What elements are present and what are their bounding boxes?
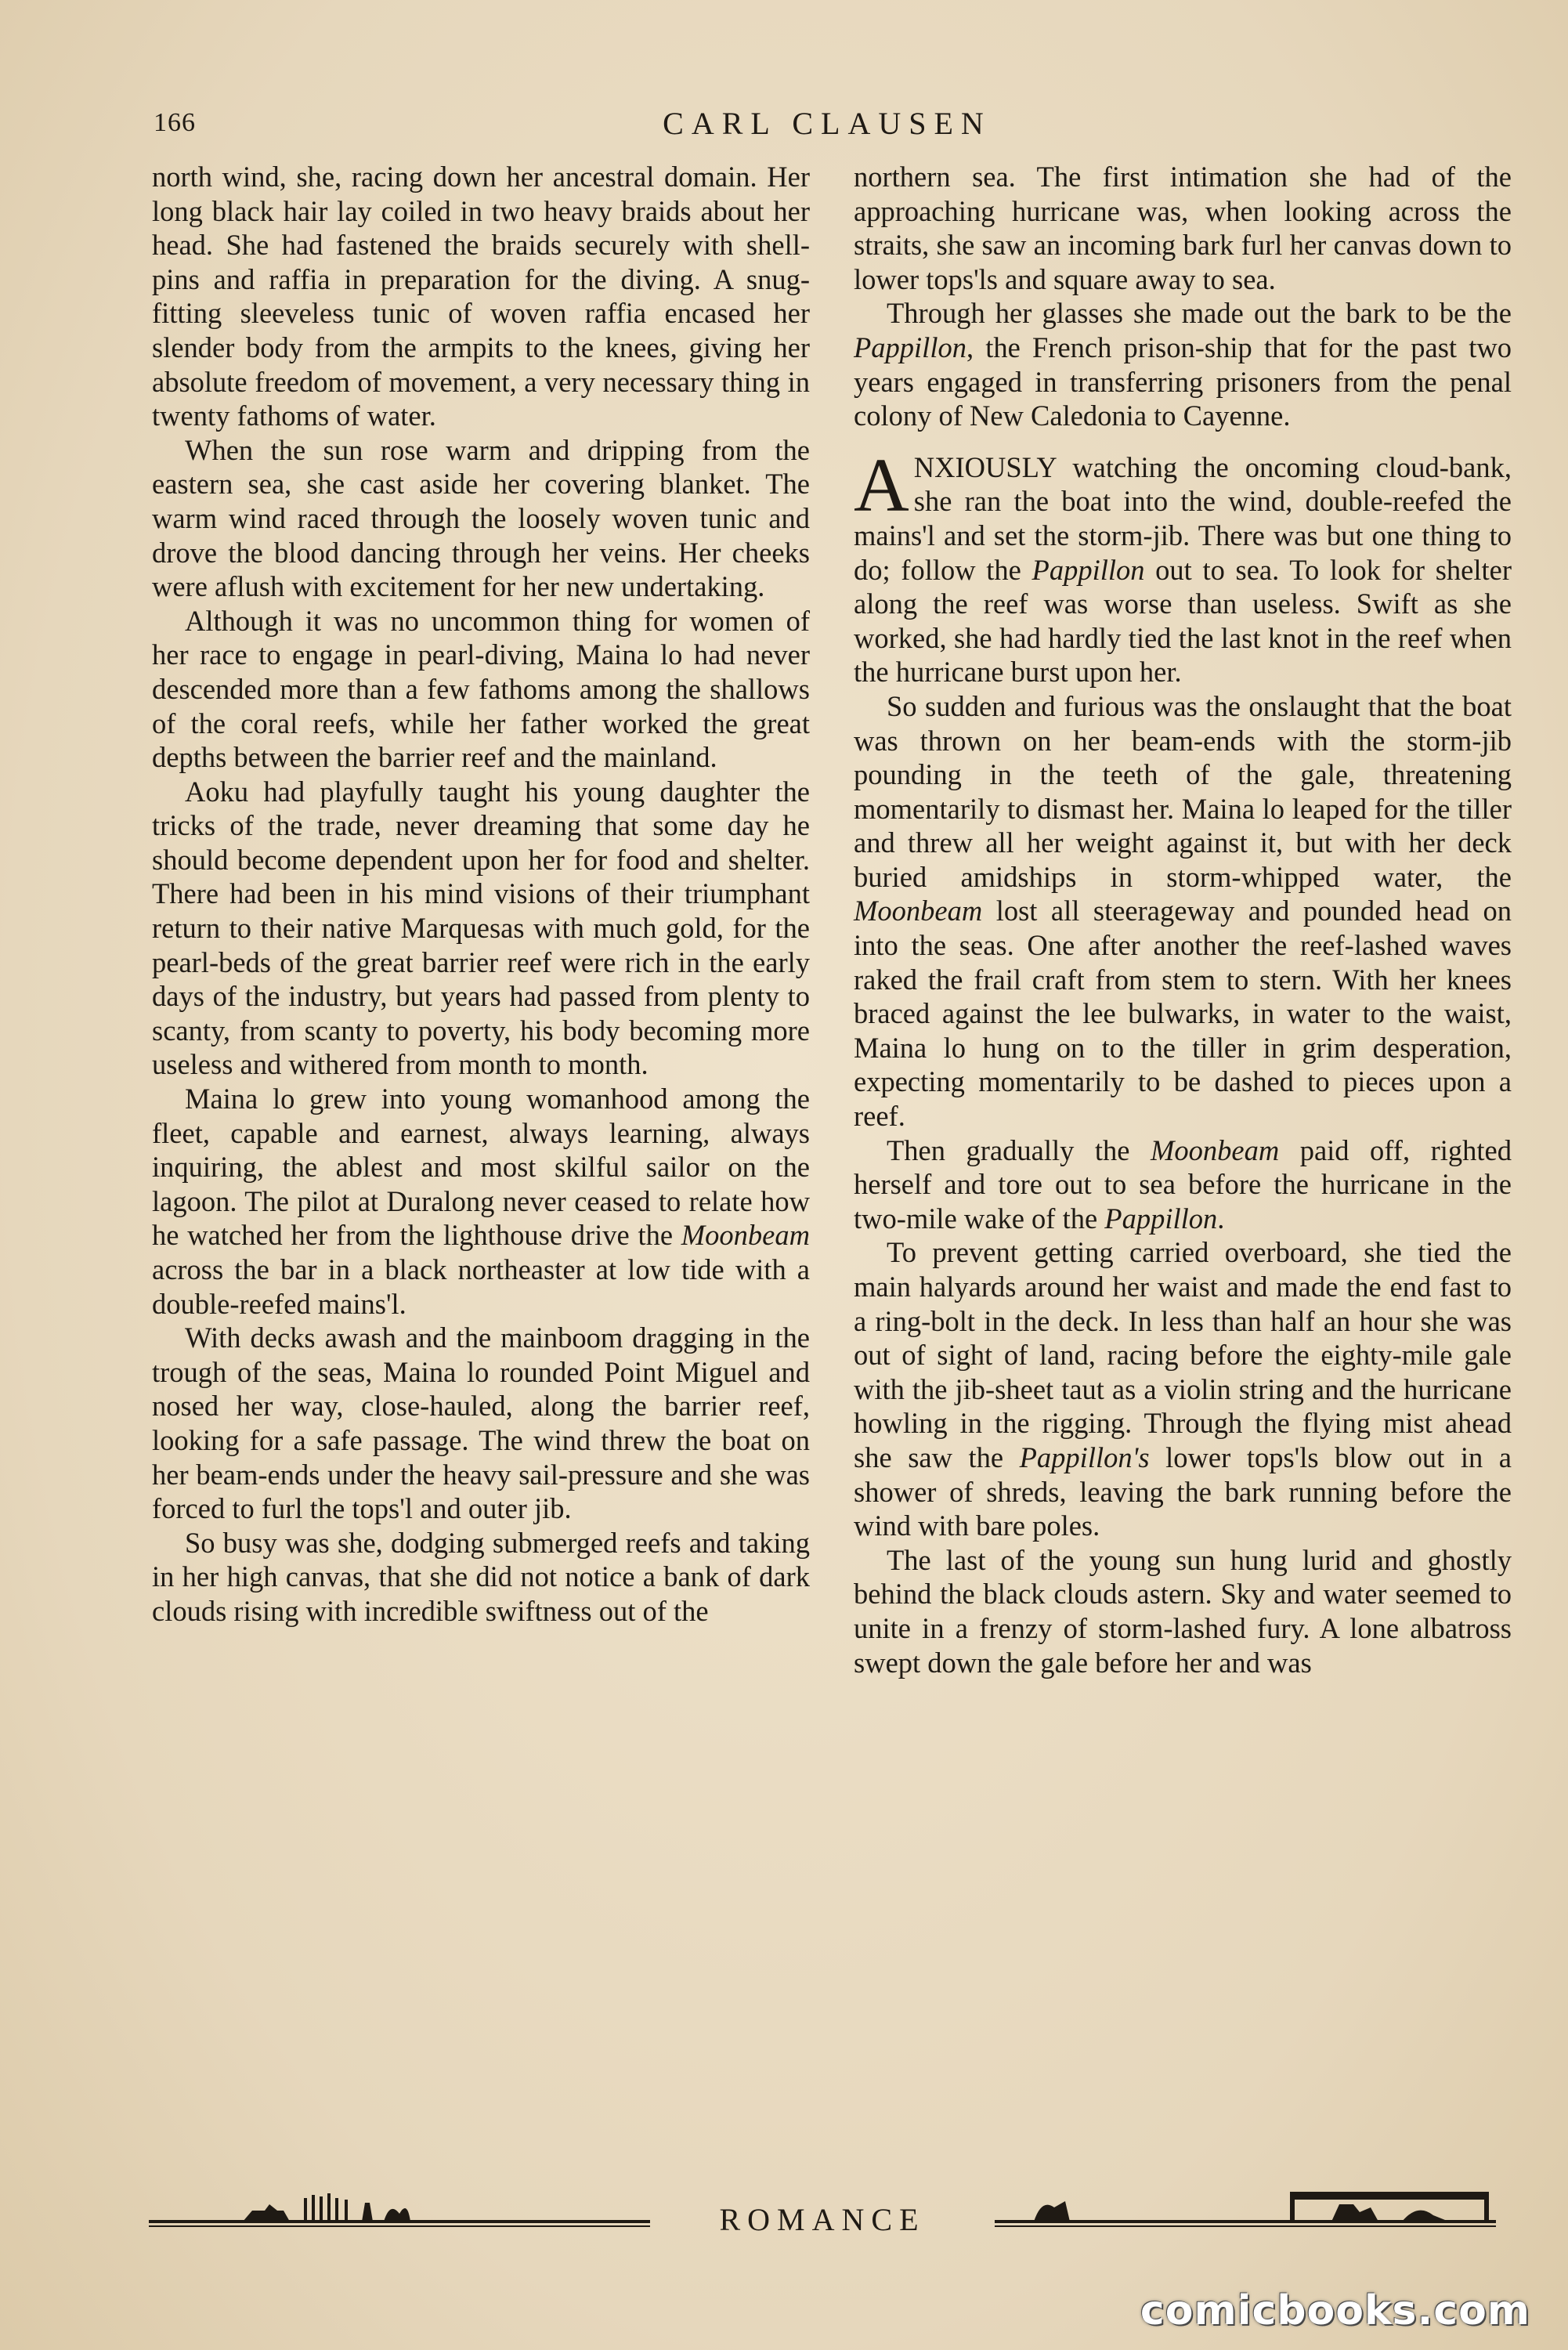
page-number: 166 — [154, 108, 196, 137]
left-column — [152, 160, 810, 1629]
drop-cap: A — [854, 443, 909, 528]
watermark: comicbooks.com — [1140, 2287, 1530, 2334]
page-header — [154, 108, 1501, 155]
drop-cap-paragraph-text: NXIOUSLY watching the oncoming cloud-bank, she ran the boat into the wind, double-reefed the mains'l and set the storm-jib. There was but one thing to do; follow the Pappillon out to sea. To look for shelter along the reef was worse than useless. Swift as she worked, she had hardly tied the last knot in the reef when the hurricane burst upon her. — [854, 450, 1512, 689]
paragraph: northern sea. The first intimation she had of the approaching hurricane was, when looking across the straits, she saw an incoming bark furl her canvas down to lower tops'ls and square away to sea. — [854, 161, 1512, 295]
running-head-author: CARL CLAUSEN — [663, 106, 992, 141]
paragraph: With decks awash and the mainboom dragging in the trough of the seas, Maina lo rounded Point Miguel and nosed her way, close-hauled, along the barrier reef, looking for a safe passage. The wind threw the boat on her beam-ends under the heavy sail-pressure and she was forced to furl the tops'l and outer jib. — [152, 1321, 810, 1525]
paragraph: To prevent getting carried overboard, she tied the main halyards around her waist and made the end fast to a ring-bolt in the deck. In less than half an hour she was out of sight of land, racing before the eighty-mile gale with the jib-sheet taut as a violin string and the hurricane howling in the rigging. Through the flying mist ahead she saw the Pappillon's lower tops'ls blow out in a shower of shreds, leaving the bark running before the wind with bare poles. — [854, 1236, 1512, 1542]
paragraph: So sudden and furious was the onslaught that the boat was thrown on her beam-ends with the storm-jib pounding in the teeth of the gale, threatening momentarily to dismast her. Maina lo leaped for the tiller and threw all her weight against it, but with her deck buried amidships in storm-whipped water, the Moonbeam lost all steerageway and pounded head on into the seas. One after another the reef-lashed waves raked the frail craft from stem to stern. With her knees braced against the lee bulwarks, in water to the waist, Maina lo hung on to the tiller in grim desperation, expecting momentarily to be dashed to pieces upon a reef. — [854, 689, 1512, 1133]
footer-ornament-right-icon — [995, 2176, 1496, 2239]
paragraph: The last of the young sun hung lurid and ghostly behind the black clouds astern. Sky and water seemed to unite in a frenzy of storm-lashed fury. A lone albatross swept down the gale before her and was — [854, 1543, 1512, 1679]
paragraph: When the sun rose warm and dripping from the eastern sea, she cast aside her covering blanket. The warm wind raced through the loosely woven tunic and drove the blood dancing through her veins. Her cheeks were aflush with excitement for her new undertaking. — [152, 433, 810, 603]
paragraph: north wind, she, racing down her ancestral domain. Her long black hair lay coiled in two heavy braids about her head. She had fastened the braids securely with shell-pins and raffia in preparation for the diving. A snug-fitting sleeveless tunic of woven raffia encased her slender body from the armpits to the knees, giving her absolute freedom of movement, a very necessary thing in twenty fathoms of water. — [152, 161, 810, 432]
paragraph: Through her glasses she made out the bark to be the Pappillon, the French prison-ship that for the past two years engaged in transferring prisoners from the penal colony of New Caledonia to Cayenne. — [854, 297, 1512, 432]
paragraph: Aoku had playfully taught his young daughter the tricks of the trade, never dreaming that some day he should become dependent upon her for food and shelter. There had been in his mind visions of their triumphant return to their native Marquesas with much gold, for the pearl-beds of the great barrier reef were rich in the early days of the industry, but years had passed from plenty to scanty, from scanty to poverty, his body becoming more useless and withered from month to month. — [152, 775, 810, 1081]
right-column — [854, 160, 1512, 1679]
paragraph: Then gradually the Moonbeam paid off, righted herself and tore out to sea before the hurricane in the two-mile wake of the Pappillon. — [854, 1133, 1512, 1235]
paragraph: Maina lo grew into young womanhood among the fleet, capable and earnest, always learning, always inquiring, the ablest and most skilful sailor on the lagoon. The pilot at Duralong never ceased to relate how he watched her from the lighthouse drive the Moonbeam across the bar in a black northeaster at low tide with a double-reefed mains'l. — [152, 1083, 810, 1320]
page-footer — [149, 2176, 1496, 2247]
paragraph: Although it was no uncommon thing for women of her race to engage in pearl-diving, Maina lo had never descended more than a few fathoms among the shallows of the coral reefs, while her father worked the great depths between the barrier reef and the mainland. — [152, 604, 810, 774]
paragraph: So busy was she, dodging submerged reefs and taking in her high canvas, that she did not notice a bank of dark clouds rising with incredible swiftness out of the — [152, 1526, 810, 1627]
section-opening-paragraph — [854, 443, 1512, 689]
magazine-title: ROMANCE — [719, 2202, 926, 2237]
